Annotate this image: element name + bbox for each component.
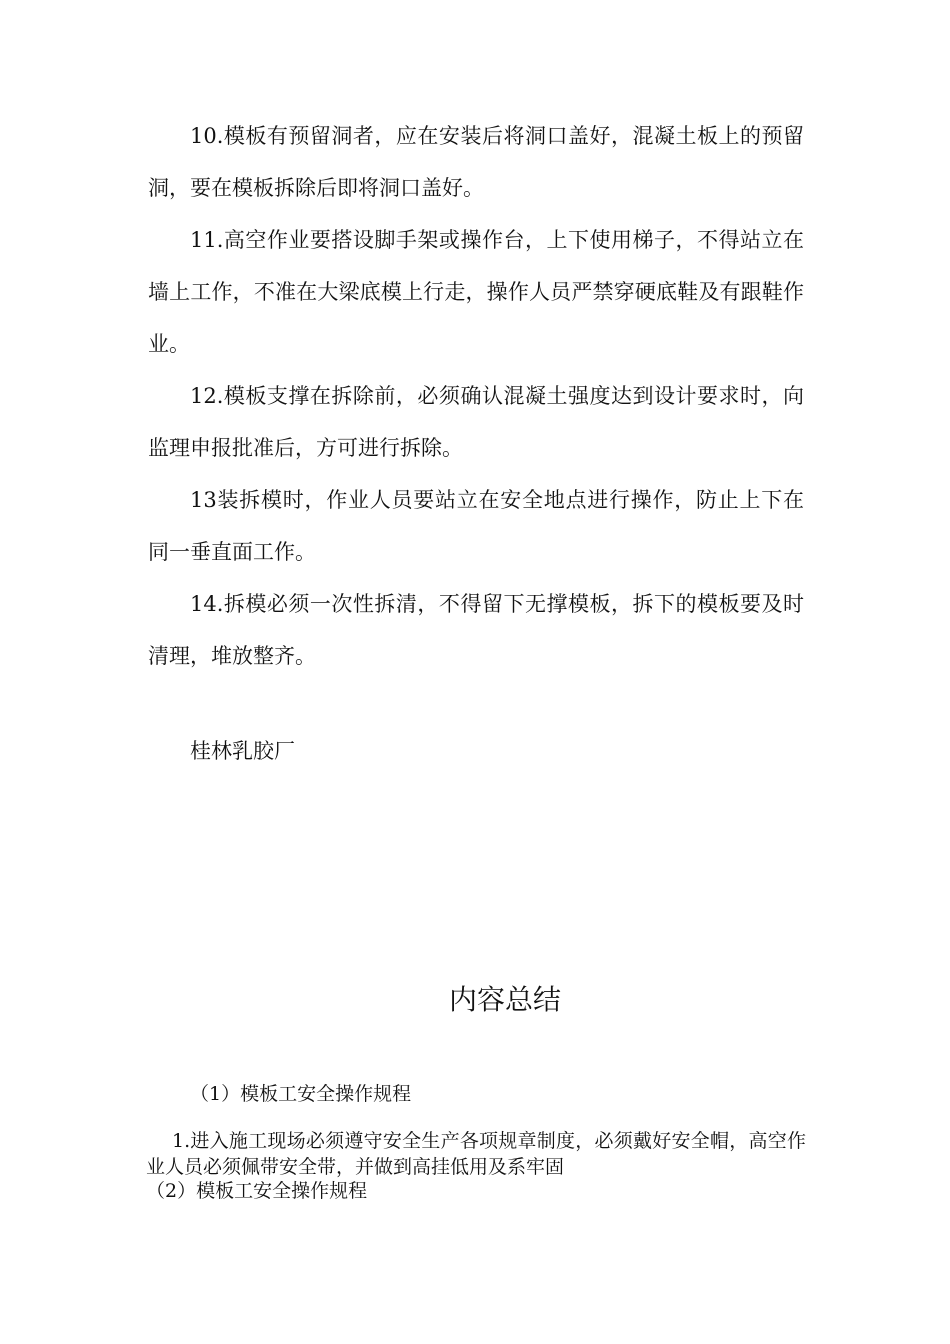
summary-title: 内容总结 [448,983,561,1016]
document-body [148,110,804,682]
paragraph-10: 10.模板有预留洞者，应在安装后将洞口盖好，混凝土板上的预留洞，要在模板拆除后即将洞口盖好。 [148,124,804,200]
summary-paragraph: 1.进入施工现场必须遵守安全生产各项规章制度，必须戴好安全帽，高空作业人员必须佩带安全带，并做到高挂低用及系牢固 [146,1130,806,1178]
company-name: 桂林乳胶厂 [190,739,295,763]
paragraph-14: 14.拆模必须一次性拆清，不得留下无撑模板，拆下的模板要及时清理，堆放整齐。 [148,592,804,668]
paragraph-12: 12.模板支撑在拆除前，必须确认混凝土强度达到设计要求时，向监理申报批准后，方可进行拆除。 [148,384,804,460]
paragraph-11: 11.高空作业要搭设脚手架或操作台，上下使用梯子，不得站立在墙上工作，不准在大梁底模上行走，操作人员严禁穿硬底鞋及有跟鞋作业。 [148,228,804,356]
paragraph-13: 13装拆模时，作业人员要站立在安全地点进行操作，防止上下在同一垂直面工作。 [148,488,804,564]
summary-item-2: （2）模板工安全操作规程 [146,1180,368,1202]
summary-item-1: （1）模板工安全操作规程 [190,1083,412,1105]
